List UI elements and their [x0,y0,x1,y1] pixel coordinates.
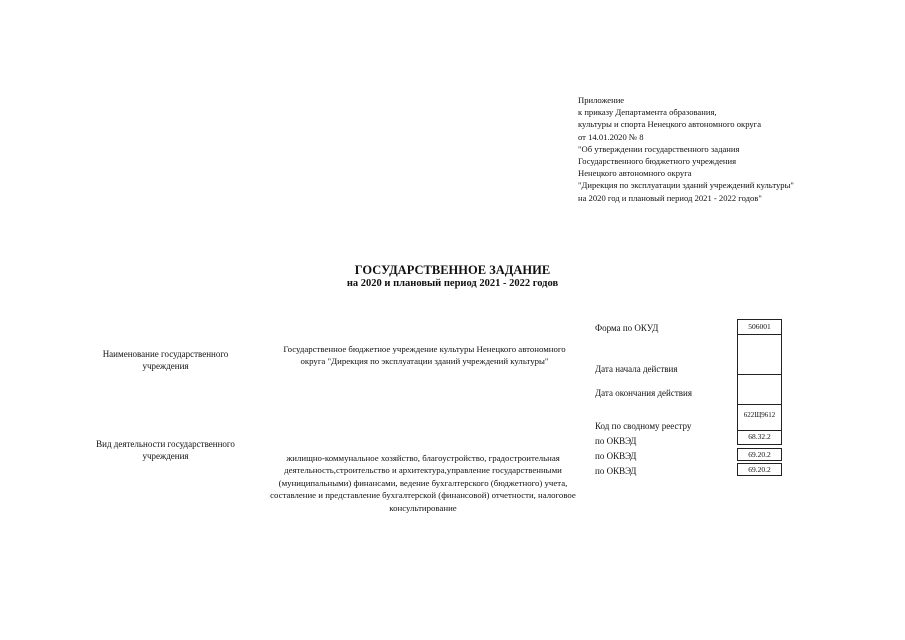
registry-code-box: 622Щ9612 [737,405,782,431]
appendix-line: Приложение [578,95,625,105]
appendix-line: от 14.01.2020 № 8 [578,131,644,142]
activity-label: Вид деятельности государственного учреждения [96,439,235,461]
appendix-line: на 2020 год и плановый период 2021 - 2022 годов" [578,192,762,203]
okud-code-box: 506001 [737,319,782,335]
registry-label: Код по сводному реестру [595,421,692,431]
okved-code-box-2: 69.20.2 [737,448,782,461]
start-date-label: Дата начала действия [595,364,678,374]
appendix-line: Государственного бюджетного учреждения [578,156,737,167]
end-date-label: Дата окончания действия [595,388,692,398]
document-subtitle: на 2020 и плановый период 2021 - 2022 годов [346,278,559,289]
okved-label-3: по ОКВЭД [595,466,637,476]
appendix-line: Ненецкого автономного округа [578,168,692,179]
okved-label-2: по ОКВЭД [595,451,637,461]
appendix-line: "Об утверждении государственного задания [578,143,740,154]
okved-label-1: по ОКВЭД [595,436,637,446]
end-date-box [737,375,782,405]
okved-code-box-3: 69.20.2 [737,463,782,476]
institution-name: Государственное бюджетное учреждение культуры Ненецкого автономного округа "Дирекция по эксплуатации зданий учреждений культуры" [283,344,566,367]
institution-label: Наименование государственного учреждения [102,349,229,371]
document-title: ГОСУДАРСТВЕННОЕ ЗАДАНИЕ [354,263,551,277]
okved-code-box-1: 68.32.2 [737,431,782,445]
appendix-block [578,94,794,204]
appendix-line: "Дирекция по эксплуатации зданий учреждений культуры" [578,180,794,191]
appendix-line: к приказу Департамента образования, [578,107,717,118]
okud-label: Форма по ОКУД [595,323,659,333]
start-date-box [737,335,782,375]
activity-description: жилищно-коммунальное хозяйство, благоустройство, градостроительная деятельность,строительство и архитектура,управление государственными (муниципальными) финансами, ведение бухгалтерского (бюджетного) учета, составление и представление бухгалтерской (финансовой) отчетности, налоговое консультирование [270,453,576,513]
appendix-line: культуры и спорта Ненецкого автономного округа [578,119,762,130]
